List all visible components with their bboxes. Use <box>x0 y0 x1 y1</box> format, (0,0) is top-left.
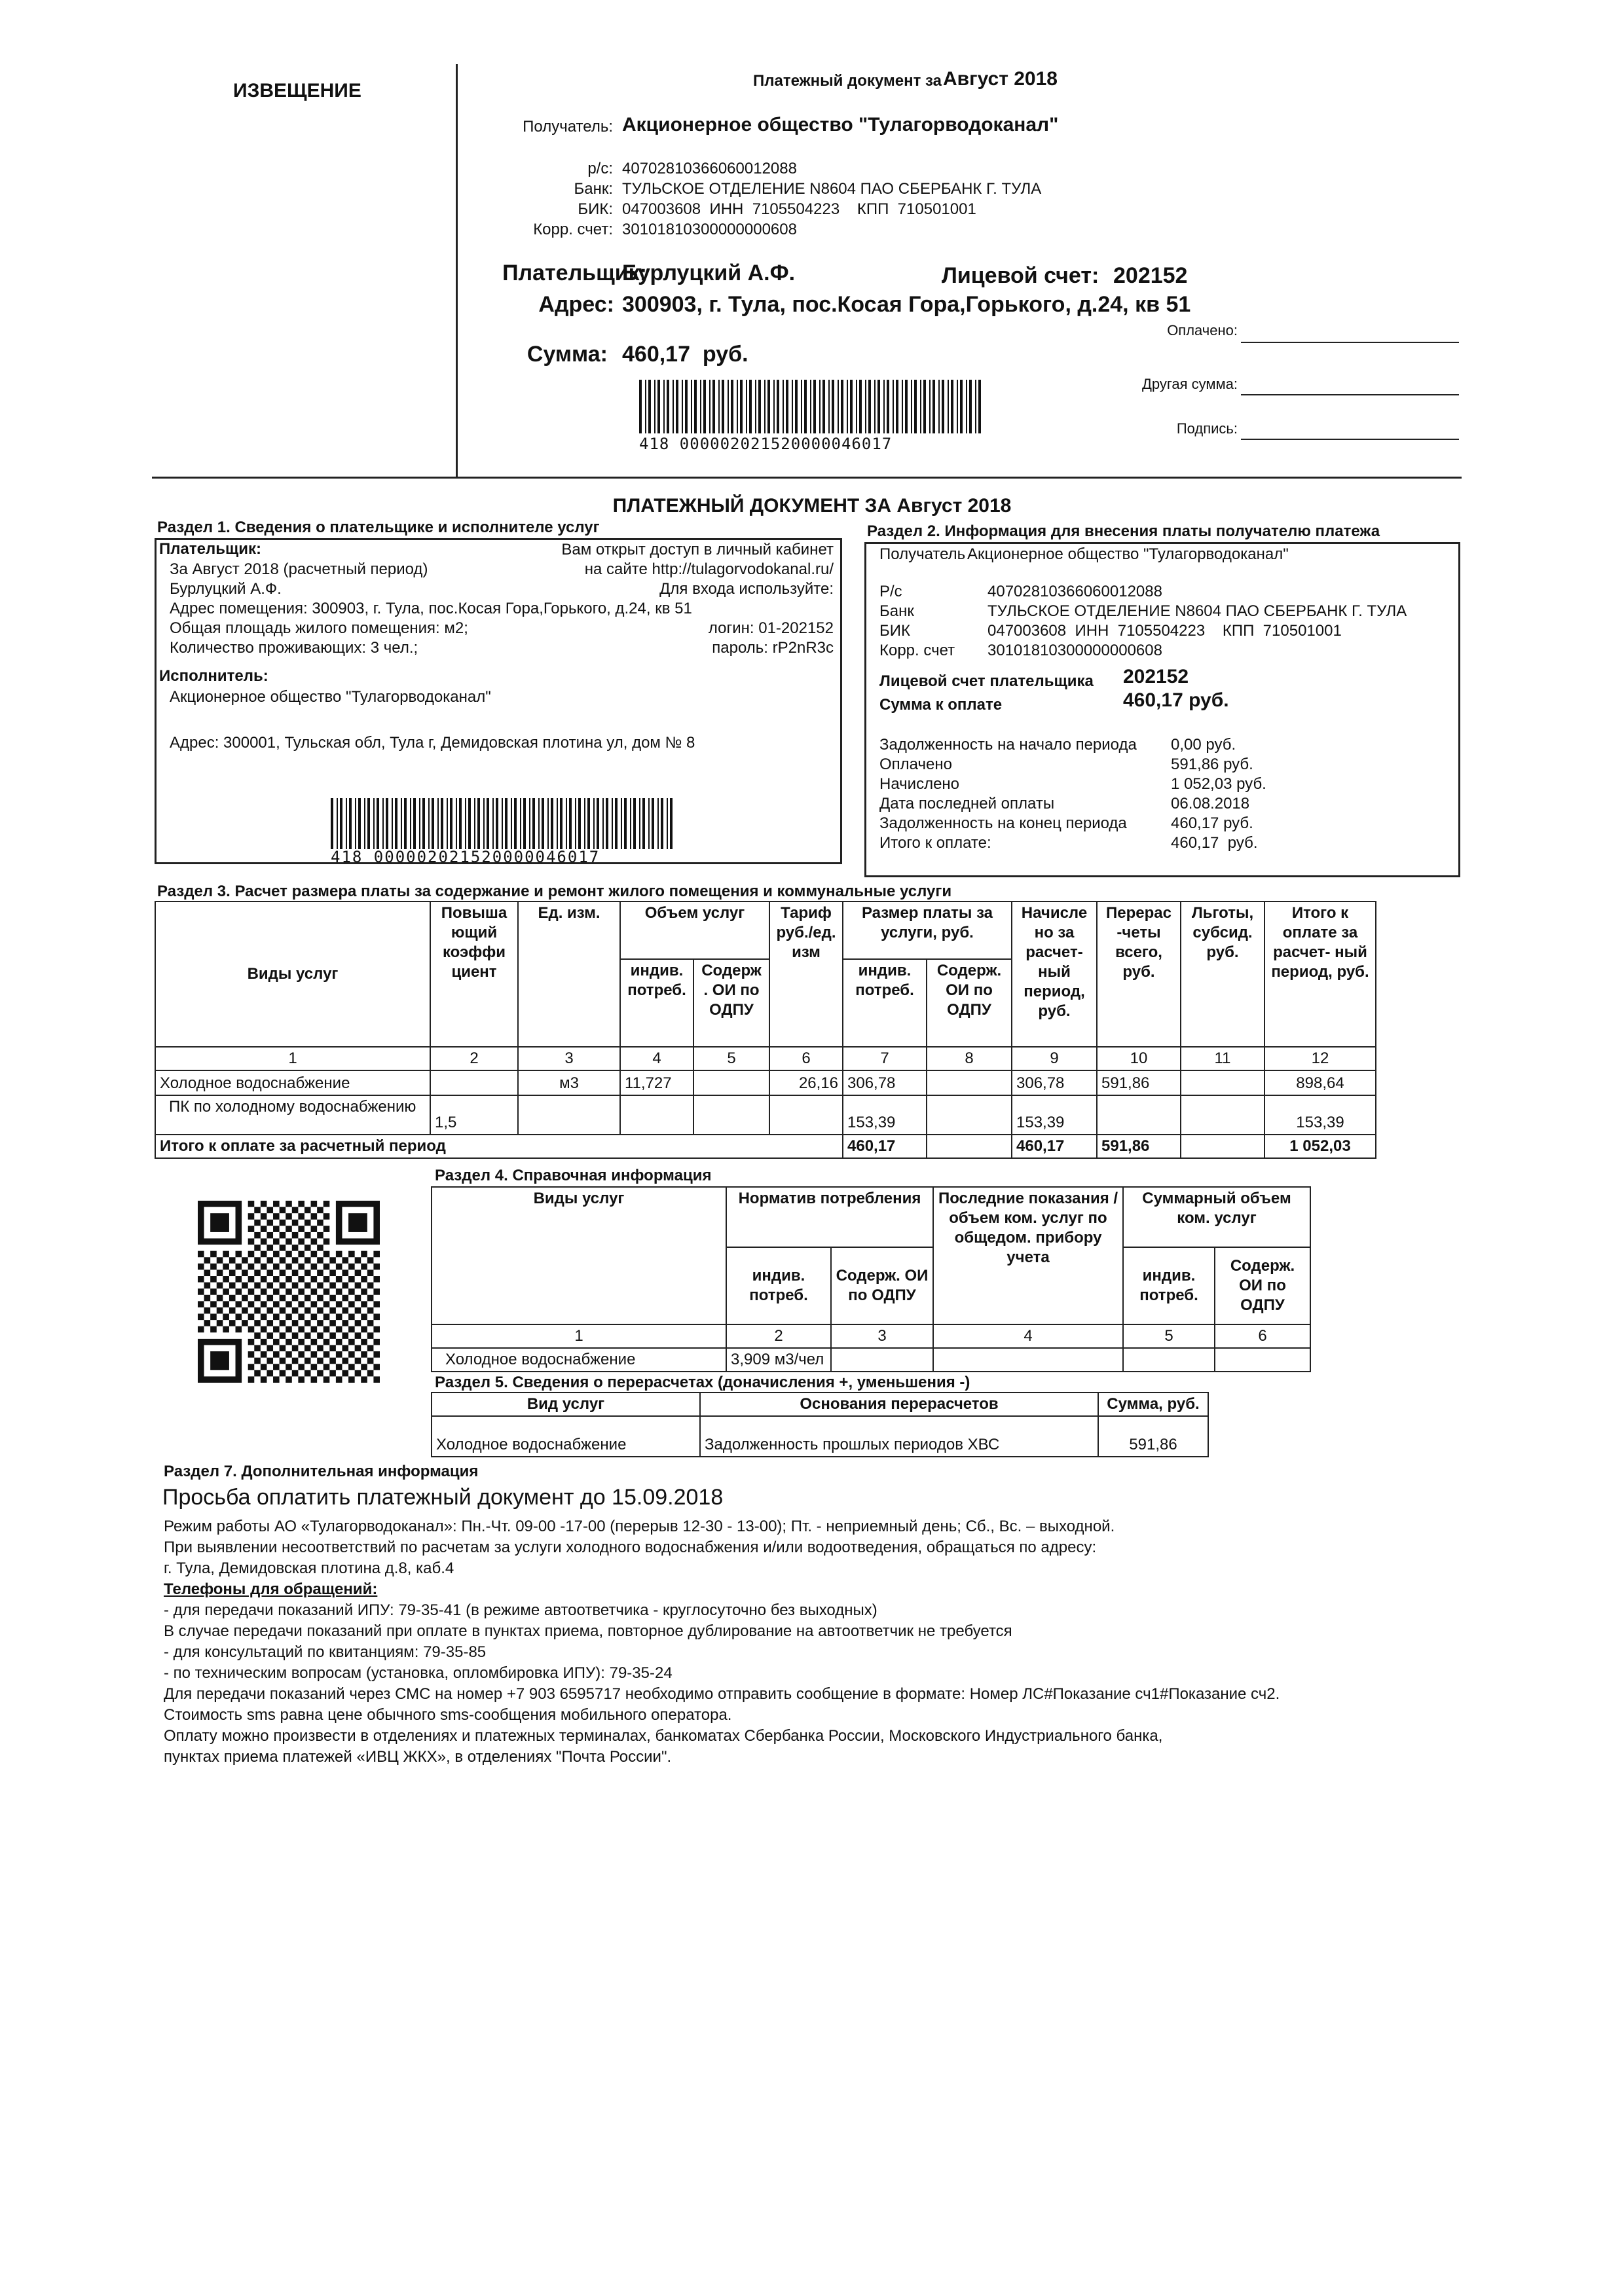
table-cell: 591,86 <box>1097 1070 1181 1095</box>
bank-row-value: 40702810366060012088 <box>622 160 797 177</box>
bank-row-label: р/с: <box>587 160 613 177</box>
s3-h-odpu: Содерж . ОИ по ОДПУ <box>693 959 769 1047</box>
section1-title: Раздел 1. Сведения о плательщике и исполнителе услуг <box>157 519 600 536</box>
payment-request: Просьба оплатить платежный документ до 15.09.2018 <box>162 1485 724 1510</box>
notice-title: ИЗВЕЩЕНИЕ <box>233 80 361 101</box>
bank-row-value: 047003608 ИНН 7105504223 КПП 710501001 <box>987 622 1342 640</box>
table-cell <box>1181 1070 1264 1095</box>
s3-h-indiv: индив. потреб. <box>620 959 693 1047</box>
address-value: 300903, г. Тула, пос.Косая Гора,Горького, д.24, кв 51 <box>622 292 1191 317</box>
info-line: - для передачи показаний ИПУ: 79-35-41 (в режиме автоответчика - круглосуточно без выходных) <box>164 1601 877 1619</box>
section2-due: 460,17 руб. <box>1123 689 1229 711</box>
s5-h-service: Вид услуг <box>432 1393 700 1416</box>
col-number: 1 <box>432 1324 726 1348</box>
payer-name: Бурлуцкий А.Ф. <box>622 261 796 285</box>
bank-row-label: Корр. счет <box>879 642 955 659</box>
table-cell: 11,727 <box>620 1070 693 1095</box>
section7-text <box>164 1516 1473 1768</box>
s3-h-tariff: Тариф руб./ед. изм <box>769 902 843 1047</box>
section2-title: Раздел 2. Информация для внесения платы получателю платежа <box>867 522 1380 540</box>
total-row <box>155 1135 1376 1158</box>
section2-box <box>864 542 1460 877</box>
cabinet-line: Для входа используйте: <box>659 580 834 598</box>
info-line: Стоимость sms равна цене обычного sms-сообщения мобильного оператора. <box>164 1706 732 1724</box>
table-cell <box>769 1095 843 1135</box>
payer-info-line: За Август 2018 (расчетный период) <box>170 560 428 578</box>
service-name: Холодное водоснабжение <box>155 1070 430 1095</box>
bank-row-label: Р/с <box>879 583 902 600</box>
bank-row-label: Корр. счет: <box>533 221 613 238</box>
summary-label: Дата последней оплаты <box>879 795 1055 812</box>
summary-label: Итого к оплате: <box>879 834 991 852</box>
col-number: 1 <box>155 1047 430 1070</box>
bank-row-value: 047003608 ИНН 7105504223 КПП 710501001 <box>622 200 976 218</box>
service-name: Холодное водоснабжение <box>432 1416 700 1457</box>
service-name: ПК по холодному водоснабжению <box>155 1095 430 1135</box>
s3-h-unit: Ед. изм. <box>518 902 620 1047</box>
table-cell: 153,39 <box>1012 1095 1097 1135</box>
cabinet-access-info <box>561 540 834 658</box>
section4-table <box>431 1186 1311 1372</box>
section2-recipient-label: Получатель <box>879 545 966 563</box>
table-cell <box>927 1095 1012 1135</box>
account-number: 202152 <box>1113 263 1188 288</box>
bank-row-value: ТУЛЬСКОЕ ОТДЕЛЕНИЕ N8604 ПАО СБЕРБАНК Г. ТУЛА <box>622 180 1042 198</box>
section2-summary <box>879 735 1266 853</box>
table-cell <box>1123 1348 1215 1372</box>
recipient-name: Акционерное общество "Тулагорводоканал" <box>622 114 1059 136</box>
section3-title: Раздел 3. Расчет размера платы за содержание и ремонт жилого помещения и коммунальные услуги <box>157 883 952 900</box>
info-line: - по техническим вопросам (установка, опломбировка ИПУ): 79-35-24 <box>164 1664 673 1682</box>
executor-address: Адрес: 300001, Тульская обл, Тула г, Демидовская плотина ул, дом № 8 <box>170 734 695 752</box>
doc-title: ПЛАТЕЖНЫЙ ДОКУМЕНТ ЗА Август 2018 <box>612 495 1012 517</box>
section5-table <box>431 1392 1209 1457</box>
section1-executor-head: Исполнитель: <box>159 667 268 685</box>
payer-info-line: Адрес помещения: 300903, г. Тула, пос.Косая Гора,Горького, д.24, кв 51 <box>170 600 692 617</box>
info-line: пунктах приема платежей «ИВЦ ЖКХ», в отделениях "Почта России". <box>164 1748 672 1766</box>
account-label: Лицевой счет: <box>942 263 1099 288</box>
section1-payer-head: Плательщик: <box>159 540 261 558</box>
summary-value: 0,00 руб. <box>1171 736 1236 754</box>
table-cell <box>831 1348 933 1372</box>
info-line: Оплату можно произвести в отделениях и платежных терминалах, банкоматах Сбербанка России, Московского Индустриального банка, <box>164 1727 1163 1745</box>
section1-barcode <box>331 798 678 849</box>
section2-account-label: Лицевой счет плательщика <box>879 672 1094 690</box>
table-row <box>155 1095 1376 1135</box>
sum-value: 460,17 руб. <box>622 342 748 367</box>
col-number: 5 <box>693 1047 769 1070</box>
cut-line <box>152 477 1462 479</box>
col-number: 5 <box>1123 1324 1215 1348</box>
total-label: Итого к оплате за расчетный период <box>155 1135 843 1158</box>
sum-label: Сумма: <box>526 342 608 367</box>
table-cell <box>927 1070 1012 1095</box>
s4-h-sum: Суммарный объем ком. услуг <box>1123 1187 1310 1247</box>
summary-value: 591,86 руб. <box>1171 756 1253 773</box>
table-cell <box>518 1095 620 1135</box>
payer-info-line: Количество проживающих: 3 чел.; <box>170 639 418 657</box>
payer-info-line: Бурлуцкий А.Ф. <box>170 580 282 598</box>
col-number: 2 <box>430 1047 518 1070</box>
table-cell <box>620 1095 693 1135</box>
s4-h-indiv: индив. потреб. <box>726 1247 831 1324</box>
section2-recipient-row <box>879 545 1289 564</box>
s4-h-norm: Норматив потребления <box>726 1187 933 1247</box>
table-cell <box>1215 1348 1310 1372</box>
section5-title: Раздел 5. Сведения о перерасчетах (доначисления +, уменьшения -) <box>435 1374 970 1391</box>
s3-h-amount: Размер платы за услуги, руб. <box>843 902 1012 959</box>
s3-h-benefits: Льготы, субсид. руб. <box>1181 902 1264 1047</box>
service-name: Холодное водоснабжение <box>432 1348 726 1372</box>
s3-h-odpu2: Содерж. ОИ по ОДПУ <box>927 959 1012 1047</box>
total-cell <box>927 1135 1012 1158</box>
summary-label: Оплачено <box>879 756 952 773</box>
s5-h-basis: Основания перерасчетов <box>700 1393 1098 1416</box>
payer-info-line: Общая площадь жилого помещения: м2; <box>170 619 468 637</box>
col-number: 2 <box>726 1324 831 1348</box>
table-row <box>432 1416 1208 1457</box>
table-cell <box>933 1348 1123 1372</box>
signature-label: Подпись: <box>1176 420 1238 437</box>
s3-h-service: Виды услуг <box>155 902 430 1047</box>
table-cell: 26,16 <box>769 1070 843 1095</box>
s3-h-recalc: Перерас -четы всего, руб. <box>1097 902 1181 1047</box>
summary-value: 460,17 руб. <box>1171 834 1258 852</box>
s4-h-odpu2: Содерж. ОИ по ОДПУ <box>1215 1247 1310 1324</box>
table-row <box>432 1348 1310 1372</box>
table-cell: 306,78 <box>843 1070 927 1095</box>
s3-h-indiv2: индив. потреб. <box>843 959 927 1047</box>
s4-h-indiv2: индив. потреб. <box>1123 1247 1215 1324</box>
cabinet-site-link[interactable]: на сайте http://tulagorvodokanal.ru/ <box>584 560 834 578</box>
info-line: В случае передачи показаний при оплате в пунктах приема, повторное дублирование на автоответчик не требуется <box>164 1622 1012 1640</box>
notice-bank-details <box>458 158 1048 240</box>
s4-h-service: Виды услуг <box>432 1187 726 1324</box>
bank-row-value: ТУЛЬСКОЕ ОТДЕЛЕНИЕ N8604 ПАО СБЕРБАНК Г. ТУЛА <box>987 602 1407 620</box>
qr-code <box>198 1201 380 1383</box>
summary-label: Начислено <box>879 775 960 793</box>
info-line: г. Тула, Демидовская плотина д.8, каб.4 <box>164 1559 454 1577</box>
section2-account: 202152 <box>1123 666 1189 687</box>
section2-bank-details <box>879 582 1407 661</box>
section2-recipient: Акционерное общество "Тулагорводоканал" <box>967 545 1289 563</box>
cabinet-line: Вам открыт доступ в личный кабинет <box>561 541 834 558</box>
summary-value: 1 052,03 руб. <box>1171 775 1266 793</box>
bank-row-label: Банк: <box>574 180 613 198</box>
total-cell: 460,17 <box>843 1135 927 1158</box>
notice-barcode-number: 418 000002021520000046017 <box>639 435 893 453</box>
col-number: 6 <box>769 1047 843 1070</box>
section1-box <box>155 538 842 864</box>
s3-h-coef: Повыша ющий коэффи циент <box>430 902 518 1047</box>
table-cell: 153,39 <box>843 1095 927 1135</box>
section4-title: Раздел 4. Справочная информация <box>435 1167 712 1184</box>
info-line: Для передачи показаний через СМС на номер +7 903 6595717 необходимо отправить сообщение в формате: Номер ЛС#Показание сч1#Показание сч2. <box>164 1685 1280 1703</box>
total-cell: 460,17 <box>1012 1135 1097 1158</box>
col-number: 4 <box>933 1324 1123 1348</box>
cabinet-login: логин: 01-202152 <box>708 619 834 637</box>
table-cell <box>430 1070 518 1095</box>
table-cell: 898,64 <box>1264 1070 1376 1095</box>
other-sum-label: Другая сумма: <box>1141 376 1238 392</box>
total-cell <box>1181 1135 1264 1158</box>
bank-row-label: БИК <box>879 622 910 640</box>
signature-line[interactable] <box>1241 439 1459 440</box>
section1-barcode-number: 418 000002021520000046017 <box>331 848 600 866</box>
section3-table <box>155 901 1376 1159</box>
bank-row-label: Банк <box>879 602 914 620</box>
col-number: 8 <box>927 1047 1012 1070</box>
total-cell: 591,86 <box>1097 1135 1181 1158</box>
total-cell: 1 052,03 <box>1264 1135 1376 1158</box>
table-cell: 591,86 <box>1098 1416 1208 1457</box>
info-line: - для консультаций по квитанциям: 79-35-85 <box>164 1643 487 1661</box>
notice-doc-label: Платежный документ за <box>753 72 942 90</box>
table-cell <box>1097 1095 1181 1135</box>
table-cell: 1,5 <box>430 1095 518 1135</box>
s3-h-charged: Начисле но за расчет- ный период, руб. <box>1012 902 1097 1047</box>
col-number: 9 <box>1012 1047 1097 1070</box>
table-cell: м3 <box>518 1070 620 1095</box>
info-line: Режим работы АО «Тулагорводоканал»: Пн.-Чт. 09-00 -17-00 (перерыв 12-30 - 13-00); Пт. - неприемный день; Сб., Вс. – выходной. <box>164 1518 1115 1535</box>
table-cell <box>693 1095 769 1135</box>
col-number: 6 <box>1215 1324 1310 1348</box>
summary-label: Задолженность на конец периода <box>879 814 1127 832</box>
bank-row-value: 30101810300000000608 <box>622 221 797 238</box>
bank-row-value: 30101810300000000608 <box>987 642 1162 659</box>
other-sum-line[interactable] <box>1241 394 1459 395</box>
s3-h-volume: Объем услуг <box>620 902 769 959</box>
s5-h-sum: Сумма, руб. <box>1098 1393 1208 1416</box>
cabinet-password: пароль: rP2nR3c <box>712 639 834 657</box>
table-cell: Задолженность прошлых периодов ХВС <box>700 1416 1098 1457</box>
col-number: 4 <box>620 1047 693 1070</box>
notice-doc-period: Август 2018 <box>943 68 1058 90</box>
info-line: При выявлении несоответствий по расчетам за услуги холодного водоснабжения и/или водоотведения, обращаться по адресу: <box>164 1539 1097 1556</box>
col-number: 12 <box>1264 1047 1376 1070</box>
recipient-label: Получатель: <box>523 118 613 136</box>
table-cell <box>1181 1095 1264 1135</box>
col-number: 11 <box>1181 1047 1264 1070</box>
table-cell <box>693 1070 769 1095</box>
table-row <box>155 1070 1376 1095</box>
address-label: Адрес: <box>538 292 614 317</box>
phones-heading: Телефоны для обращений: <box>164 1580 378 1598</box>
table-cell: 3,909 м3/чел <box>726 1348 831 1372</box>
notice-barcode <box>639 380 986 433</box>
s4-h-odpu: Содерж. ОИ по ОДПУ <box>831 1247 933 1324</box>
col-number: 3 <box>831 1324 933 1348</box>
bank-row-label: БИК: <box>578 200 613 218</box>
paid-label: Оплачено: <box>1167 322 1238 338</box>
section7-title: Раздел 7. Дополнительная информация <box>164 1463 479 1480</box>
summary-label: Задолженность на начало периода <box>879 736 1137 754</box>
bank-row-value: 40702810366060012088 <box>987 583 1162 600</box>
payer-label: Плательщик: <box>502 261 647 285</box>
col-number: 3 <box>518 1047 620 1070</box>
summary-value: 06.08.2018 <box>1171 795 1250 812</box>
col-number: 7 <box>843 1047 927 1070</box>
summary-value: 460,17 руб. <box>1171 814 1253 832</box>
executor-name: Акционерное общество "Тулагорводоканал" <box>170 688 491 706</box>
section2-due-label: Сумма к оплате <box>879 696 1003 714</box>
s4-h-last: Последние показания / объем ком. услуг по общедом. прибору учета <box>933 1187 1123 1324</box>
table-cell: 153,39 <box>1264 1095 1376 1135</box>
paid-line[interactable] <box>1241 342 1459 343</box>
s3-h-total: Итого к оплате за расчет- ный период, руб. <box>1264 902 1376 1047</box>
table-cell: 306,78 <box>1012 1070 1097 1095</box>
col-number: 10 <box>1097 1047 1181 1070</box>
